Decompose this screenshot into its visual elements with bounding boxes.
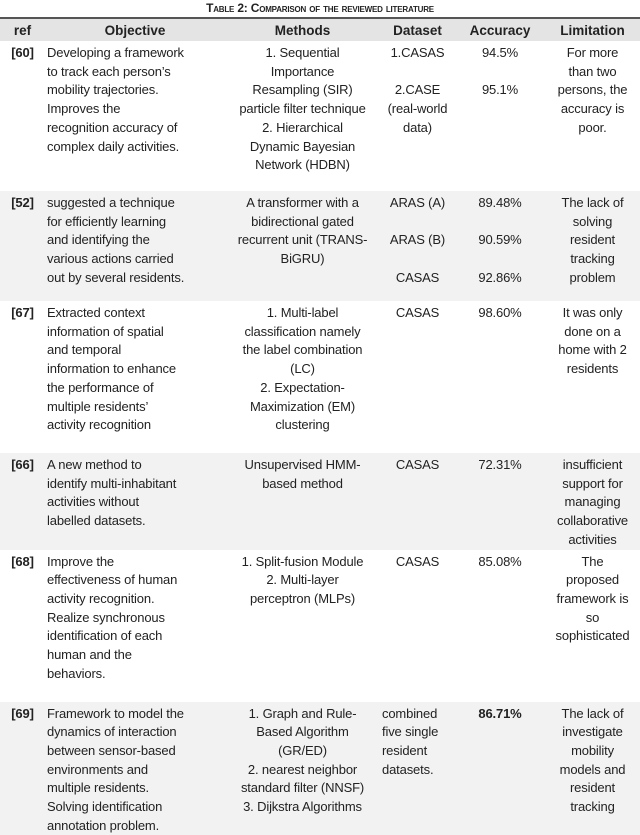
header-ref: ref bbox=[13, 22, 32, 38]
cell-limitation: It was only done on a home with 2 residents bbox=[558, 305, 627, 377]
cell-limitation: The lack of investigate mobility models and resident tracking bbox=[559, 705, 626, 815]
cell-accuracy: 89.48% 90.59% 92.86% bbox=[478, 195, 522, 285]
cell-ref: [68] bbox=[11, 553, 34, 569]
cell-accuracy: 85.08% bbox=[478, 553, 522, 569]
cell-dataset: CASAS bbox=[395, 553, 440, 569]
cell-objective: Extracted context information of spatial and temporal information to enhance the performance of multiple residents’ activity recognition bbox=[47, 305, 176, 433]
cell-dataset: CASAS bbox=[395, 457, 440, 472]
cell-accuracy: 94.5% 95.1% bbox=[481, 45, 519, 98]
cell-objective: A new method to identify multi-inhabitant activities without labelled datasets. bbox=[47, 457, 177, 529]
cell-accuracy: 72.31% bbox=[478, 457, 522, 472]
cell-ref: [66] bbox=[11, 457, 34, 472]
cell-objective: suggested a technique for efficiently learning and identifying the various actions carried out by several residents. bbox=[47, 195, 185, 285]
cell-limitation: For more than two persons, the accuracy is poor. bbox=[557, 45, 628, 135]
table-caption: Table 2: Comparison of the reviewed literature bbox=[206, 1, 434, 15]
cell-methods: Unsupervised HMM- based method bbox=[244, 457, 361, 491]
cell-dataset: 1.CASAS 2.CASE (real-world data) bbox=[387, 45, 448, 135]
header-methods: Methods bbox=[274, 22, 331, 38]
cell-ref: [52] bbox=[11, 195, 34, 210]
header-limitation: Limitation bbox=[560, 22, 625, 38]
cell-objective: Developing a framework to track each person’s mobility trajectories. Improves the recognition accuracy of complex daily activities. bbox=[47, 45, 184, 154]
table-row bbox=[0, 191, 640, 301]
cell-methods: 1. Multi-label classification namely the label combination (LC) 2. Expectation- Maximization (EM) clustering bbox=[242, 305, 363, 433]
cell-limitation: insufficient support for managing collaborative activities bbox=[556, 457, 629, 547]
cell-dataset: ARAS (A) ARAS (B) CASAS bbox=[389, 195, 446, 285]
cell-methods: 1. Graph and Rule- Based Algorithm (GR/ED) 2. nearest neighbor standard filter (NNSF) 3. Dijkstra Algorithms bbox=[240, 705, 365, 815]
header-accuracy: Accuracy bbox=[469, 22, 531, 38]
cell-methods: A transformer with a bidirectional gated recurrent unit (TRANS- BiGRU) bbox=[237, 195, 368, 267]
table-row bbox=[0, 301, 640, 453]
table-row bbox=[0, 41, 640, 191]
table-row bbox=[0, 702, 640, 835]
cell-dataset: CASAS bbox=[395, 305, 440, 320]
cell-limitation: The proposed framework is so sophisticated bbox=[555, 553, 630, 644]
cell-accuracy: 86.71% bbox=[478, 705, 522, 721]
cell-methods: 1. Split-fusion Module 2. Multi-layer perceptron (MLPs) bbox=[241, 553, 364, 606]
cell-methods: 1. Sequential Importance Resampling (SIR) particle filter technique 2. Hierarchical Dynamic Bayesian Network (HDBN) bbox=[239, 45, 366, 173]
cell-objective: Improve the effectiveness of human activity recognition. Realize synchronous identification of each human and the behaviors. bbox=[47, 553, 178, 681]
cell-objective: Framework to model the dynamics of interaction between sensor-based environments and multiple residents. Solving identification annotation problem. bbox=[47, 705, 184, 833]
header-row bbox=[0, 18, 640, 41]
cell-ref: [69] bbox=[11, 705, 34, 721]
header-objective: Objective bbox=[104, 22, 166, 38]
table-row bbox=[0, 550, 640, 702]
cell-ref: [67] bbox=[11, 305, 34, 320]
comparison-table bbox=[0, 17, 640, 835]
header-dataset: Dataset bbox=[393, 22, 442, 38]
cell-limitation: The lack of solving resident tracking problem bbox=[561, 195, 624, 285]
cell-accuracy: 98.60% bbox=[478, 305, 522, 320]
cell-dataset: combined five single resident datasets. bbox=[382, 705, 439, 777]
cell-ref: [60] bbox=[11, 45, 34, 60]
table-row bbox=[0, 453, 640, 550]
